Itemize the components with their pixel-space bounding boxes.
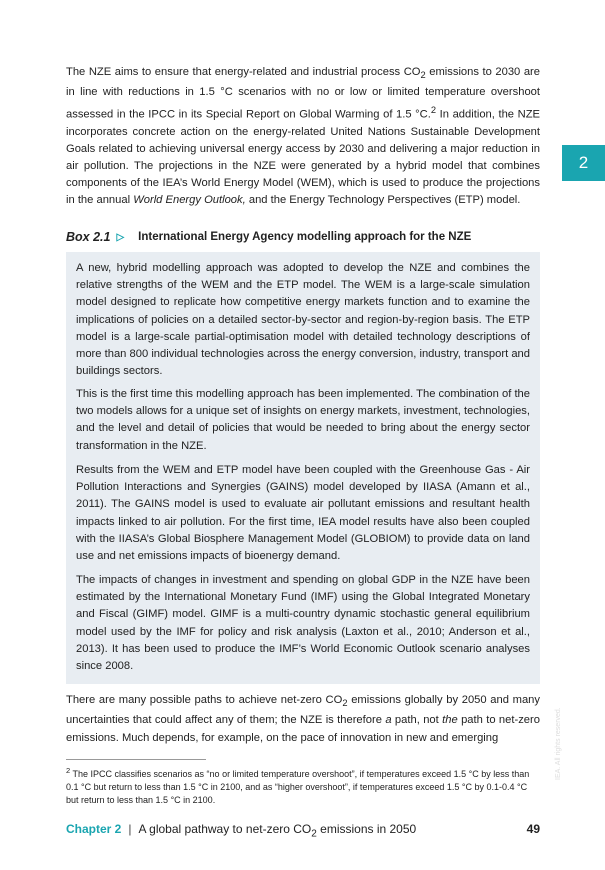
body-paragraph <box>66 692 540 747</box>
box-paragraph-4: The impacts of changes in investment and spending on global GDP in the NZE have been estimated by the International Monetary Fund (IMF) using the Global Integrated Monetary and Fiscal (GIMF) model. GIMF is a multi-country dynamic stochastic general equilibrium model used by the IMF for policy and risk analysis (Laxton et al., 2010; Anderson et al., 2013). It has been used to produce the IMF’s World Economic Outlook scenario analyses since 2008. <box>76 574 530 673</box>
chapter-tab[interactable]: 2 <box>562 145 605 181</box>
co2-subscript: 2 <box>342 698 348 709</box>
footnote-number: 2 <box>66 766 71 775</box>
box-paragraph-1: A new, hybrid modelling approach was adopted to develop the NZE and combines the relative strengths of the WEM and the ETP model. The WEM is a large-scale simulation model designed to replicate how competitive energy markets function and to examine the implications of policies on a detailed sector-by-sector and region-by-region basis. The ETP model is a large-scale partial-optimisation model with detailed technology descriptions of more than 800 individual technologies across the energy conversion, industry, transport and buildings sectors. <box>76 262 530 378</box>
footnote-divider <box>66 759 206 760</box>
intro-text-b: emissions to 2030 are in line with reductions in 1.5 °C scenarios with no or low or limited temperature overshoot assessed in the IPCC in its Special Report on Global Warming of 1.5 °C. <box>66 66 540 121</box>
italic-a: a <box>385 714 392 727</box>
box-title: International Energy Agency modelling approach for the NZE <box>138 231 472 243</box>
intro-text-c: In addition, the NZE incorporates concrete action on the energy-related United Nations Sustainable Development Goals related to achieving universal energy access by 2030 and delivering a major reduction in air pollution. The projections in the NZE were generated by a hybrid model that combines components of the IEA’s World Energy Model (WEM), which is used to produce the projections in the annual <box>66 108 540 207</box>
watermark: IEA. All rights reserved. <box>555 707 562 780</box>
intro-text-d: and the Energy Technology Perspectives (ETP) model. <box>245 194 521 207</box>
footer-chapter[interactable]: Chapter 2 <box>66 822 122 836</box>
page-number: 49 <box>526 822 540 836</box>
italic-the: the <box>442 714 458 727</box>
footer-title-b: emissions in 2050 <box>316 822 417 836</box>
info-box <box>66 252 540 684</box>
body-text-a: There are many possible paths to achieve net-zero CO <box>66 694 343 706</box>
weo-title: World Energy Outlook, <box>133 194 246 207</box>
box-heading <box>66 230 540 244</box>
footer-title <box>138 822 416 839</box>
footnote <box>66 764 540 807</box>
intro-text-a: The NZE aims to ensure that energy-related and industrial process CO <box>66 66 421 78</box>
page-footer <box>66 822 540 839</box>
footer-title-a: A global pathway to net-zero CO <box>138 822 312 836</box>
body-text-c: path, not <box>391 714 443 727</box>
body-text-b: emissions globally by 2050 and many uncertainties that could affect any of them; the NZE is therefore <box>66 694 540 727</box>
footer-separator: | <box>128 822 132 836</box>
co2-subscript: 2 <box>420 70 426 81</box>
footnote-text: The IPCC classifies scenarios as “no or limited temperature overshoot”, if temperatures exceed 1.5 °C by less than 0.1 °C but return to less than 1.5 °C in 2100, and as “higher overshoot”, if temperatures exceed 1.5 °C by 0.1-0.4 °C but return to less than 1.5 °C in 2100. <box>66 769 530 805</box>
body-text-d: path to net-zero emissions. Much depends, for example, on the pace of innovation in new and emerging <box>66 714 540 744</box>
triangle-icon: ▷ <box>116 231 125 243</box>
box-paragraph-3: Results from the WEM and ETP model have been coupled with the Greenhouse Gas - Air Pollution Interactions and Synergies (GAINS) model developed by IIASA (Amann et al., 2011). The GAINS model is used to evaluate air pollutant emissions and resultant health impacts linked to air pollution. For the first time, IEA model results have also been coupled with the IIASA’s Global Biosphere Management Model (GLOBIOM) to provide data on land use and net emissions impacts of bioenergy demand. <box>76 464 530 563</box>
intro-paragraph <box>66 64 540 210</box>
footer-subscript: 2 <box>311 828 317 840</box>
box-label: Box 2.1 <box>66 230 111 244</box>
footnote-ref[interactable]: 2 <box>430 104 437 115</box>
box-paragraph-2: This is the first time this modelling approach has been implemented. The combination of the two models allows for a unique set of insights on energy markets, investment, technologies, and the level and detail of policies that would be needed to bring about the energy sector transformation in the NZE. <box>76 388 530 452</box>
